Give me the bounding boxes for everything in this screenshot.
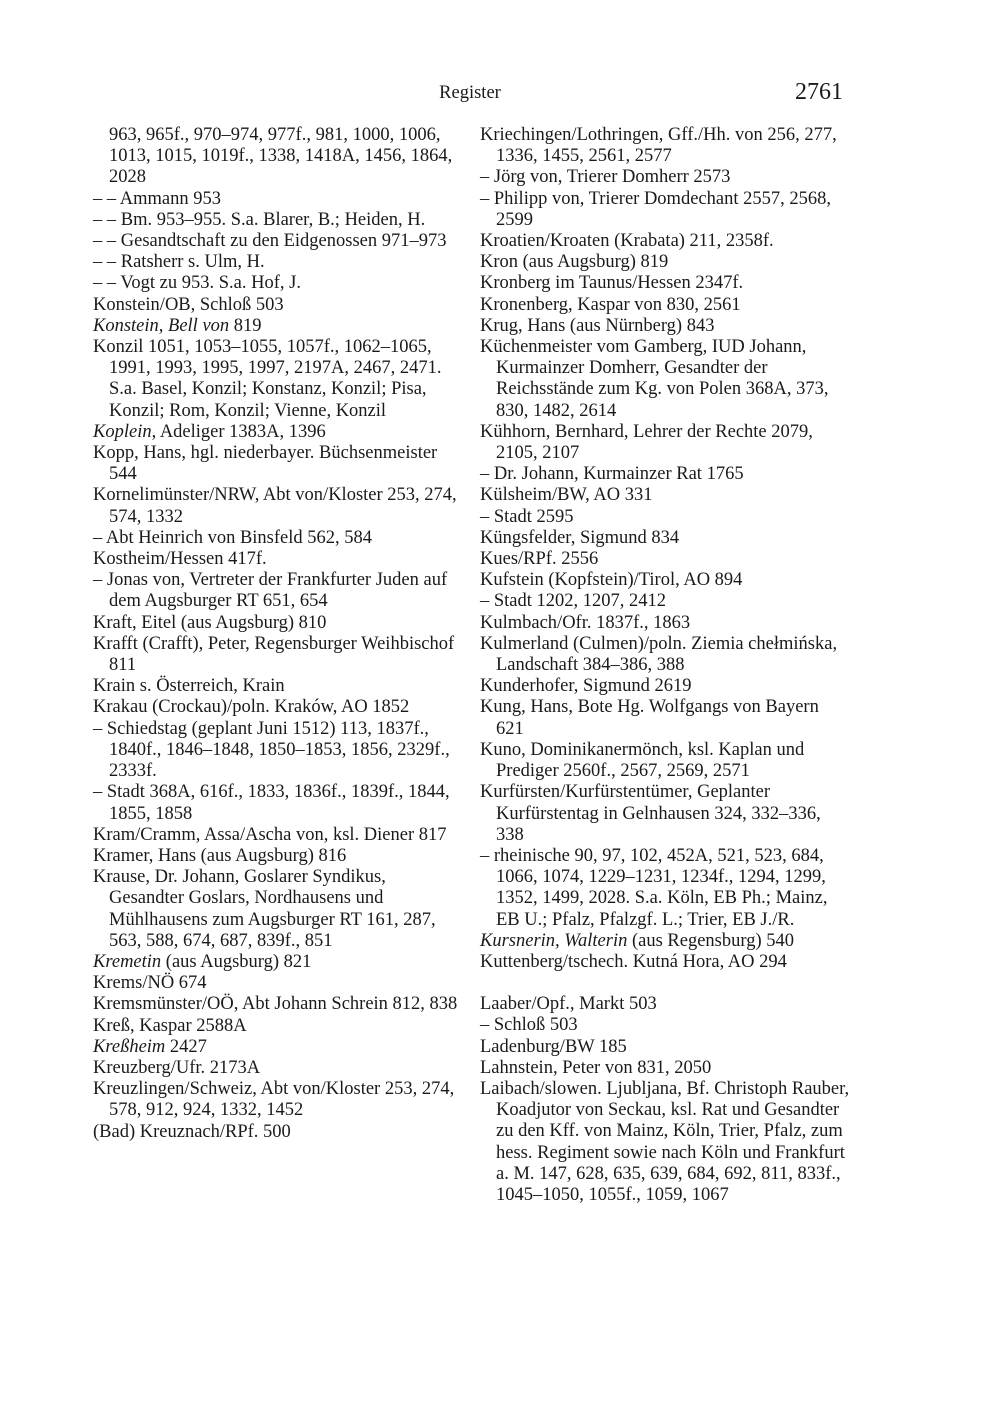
index-entry: [480, 931, 850, 952]
index-entry-italic-name: Kreßheim: [93, 1036, 166, 1057]
index-entry: [93, 210, 465, 231]
index-entry: [93, 676, 465, 697]
index-entry: [480, 1058, 850, 1079]
index-entry-text: – Jonas von, Vertreter der Frankfurter Juden auf dem Augsburger RT 651, 654: [93, 570, 448, 612]
index-entry: [480, 613, 850, 634]
index-entry: [93, 443, 465, 485]
index-entry-text: Kroatien/Kroaten (Krabata) 211, 2358f.: [480, 231, 774, 252]
page-number: 2761: [795, 79, 843, 105]
index-entry-text: Krems/NÖ 674: [93, 973, 207, 994]
index-entry: [93, 634, 465, 676]
index-entry: [480, 507, 850, 528]
index-entry: [93, 125, 465, 189]
index-entry-text: Küngsfelder, Sigmund 834: [480, 527, 680, 548]
index-entry: [480, 252, 850, 273]
index-entry: [93, 549, 465, 570]
index-entry-text: Ladenburg/BW 185: [480, 1036, 627, 1057]
index-entry: [480, 231, 850, 252]
index-entry: [93, 613, 465, 634]
index-entry-text: , Adeliger 1383A, 1396: [151, 421, 326, 442]
index-entry-text: 819: [229, 315, 262, 336]
index-entry-text: Kuno, Dominikanermönch, ksl. Kaplan und Prediger 2560f., 2567, 2569, 2571: [480, 739, 805, 782]
index-entry: [480, 125, 850, 167]
index-column-left: [93, 125, 465, 1143]
index-entry-text: Kühhorn, Bernhard, Lehrer der Rechte 2079, 2105, 2107: [480, 421, 813, 464]
index-entry: [93, 337, 465, 422]
running-header-title: Register: [439, 83, 501, 103]
index-entry-text: Konzil 1051, 1053–1055, 1057f., 1062–1065, 1991, 1993, 1995, 1997, 2197A, 2467, 2471. S.a. Basel, Konzil; Konstanz, Konzil; Pisa, Konzil; Rom, Konzil; Vienne, Konzil: [93, 337, 442, 421]
index-entry-text: Kramer, Hans (aus Augsburg) 816: [93, 845, 347, 866]
index-entry-text: Konstein/OB, Schloß 503: [93, 294, 284, 315]
index-entry-text: Krause, Dr. Johann, Goslarer Syndikus, Gesandter Goslars, Nordhausens und Mühlhausens zum Augsburger RT 161, 287, 563, 588, 674, 687, 839f., 851: [93, 867, 436, 951]
index-entry-text: Kung, Hans, Bote Hg. Wolfgangs von Bayern 621: [480, 697, 819, 739]
index-entry: [480, 1015, 850, 1036]
index-entry-text: Kron (aus Augsburg) 819: [480, 252, 669, 273]
index-entry-text: Külsheim/BW, AO 331: [480, 485, 653, 506]
index-entry-text: Kunderhofer, Sigmund 2619: [480, 676, 692, 697]
index-entry-text: (Bad) Kreuznach/RPf. 500: [93, 1121, 291, 1142]
index-entry-text: Kuttenberg/tschech. Kutná Hora, AO 294: [480, 951, 787, 972]
index-entry-text: – Schloß 503: [480, 1015, 578, 1036]
index-entry: [480, 295, 850, 316]
index-entry: [480, 570, 850, 591]
index-entry-text: Küchenmeister vom Gamberg, IUD Johann, Kurmainzer Domherr, Gesandter der Reichsstände zum Kg. von Polen 368A, 373, 830, 1482, 2614: [480, 337, 829, 421]
index-entry: [93, 825, 465, 846]
index-entry-text: Kufstein (Kopfstein)/Tirol, AO 894: [480, 570, 743, 591]
index-entry: [480, 952, 850, 973]
index-entry: [93, 231, 465, 252]
index-entry-text: Kreuzberg/Ufr. 2173A: [93, 1057, 261, 1078]
index-entry-text: Krain s. Österreich, Krain: [93, 676, 285, 697]
index-entry-text: Kreß, Kaspar 2588A: [93, 1015, 247, 1036]
index-entry: [93, 782, 465, 824]
index-entry: [93, 867, 465, 952]
index-entry: [93, 973, 465, 994]
index-entry: [480, 167, 850, 188]
index-entry: [480, 1037, 850, 1058]
index-entry: [480, 782, 850, 846]
index-entry-text: – – Gesandtschaft zu den Eidgenossen 971–973: [93, 231, 447, 252]
index-entry: [480, 591, 850, 612]
index-entry: [93, 1016, 465, 1037]
index-entry: [480, 422, 850, 464]
index-entry-text: Kurfürsten/Kurfürstentümer, Geplanter Kurfürstentag in Gelnhausen 324, 332–336, 338: [480, 782, 821, 845]
index-entry: [480, 273, 850, 294]
index-entry: [480, 528, 850, 549]
index-entry: [93, 316, 465, 337]
index-entry: [93, 422, 465, 443]
index-entry-italic-name: Koplein: [93, 421, 152, 442]
index-entry-text: (aus Regensburg) 540: [627, 930, 794, 951]
index-entry-italic-name: Kursnerin, Walterin: [480, 930, 628, 951]
index-entry: [480, 337, 850, 422]
index-entry-text: Krakau (Crockau)/poln. Kraków, AO 1852: [93, 697, 410, 718]
index-entry-text: Kremsmünster/OÖ, Abt Johann Schrein 812, 838: [93, 994, 458, 1015]
index-entry-text: Kopp, Hans, hgl. niederbayer. Büchsenmeister 544: [93, 443, 438, 485]
index-entry-text: – Dr. Johann, Kurmainzer Rat 1765: [480, 464, 744, 485]
index-entry-text: Lahnstein, Peter von 831, 2050: [480, 1057, 712, 1078]
index-entry: [93, 719, 465, 783]
index-entry: [480, 697, 850, 739]
index-entry-text: Krafft (Crafft), Peter, Regensburger Weihbischof 811: [93, 633, 455, 676]
index-entry-text: – Jörg von, Trierer Domherr 2573: [480, 167, 731, 188]
index-entry-text: – – Ratsherr s. Ulm, H.: [93, 252, 265, 273]
index-entry-text: Kram/Cramm, Assa/Ascha von, ksl. Diener 817: [93, 824, 447, 845]
index-entry-text: (aus Augsburg) 821: [161, 951, 312, 972]
index-entry-text: – Philipp von, Trierer Domdechant 2557, 2568, 2599: [480, 188, 831, 230]
index-entry: [93, 697, 465, 718]
index-entry: [93, 295, 465, 316]
index-entry: [93, 252, 465, 273]
index-entry-text: Kulmbach/Ofr. 1837f., 1863: [480, 612, 691, 633]
index-entry: [93, 273, 465, 294]
index-entry-text: Krug, Hans (aus Nürnberg) 843: [480, 315, 715, 336]
index-entry: [480, 316, 850, 337]
index-entry: [480, 740, 850, 782]
index-entry-text: Kulmerland (Culmen)/poln. Ziemia chełmińska, Landschaft 384–386, 388: [480, 633, 838, 676]
index-entry: [93, 1058, 465, 1079]
index-entry-text: 2427: [165, 1036, 207, 1057]
index-entry-text: – – Bm. 953–955. S.a. Blarer, B.; Heiden, H.: [93, 209, 426, 230]
index-entry: [93, 1037, 465, 1058]
index-entry-text: Kues/RPf. 2556: [480, 549, 599, 570]
index-entry-text: – – Ammann 953: [93, 188, 221, 209]
index-column-right: [480, 125, 850, 1206]
index-entry: [93, 1079, 465, 1121]
index-entry-text: – Abt Heinrich von Binsfeld 562, 584: [93, 527, 373, 548]
index-entry-text: Laibach/slowen. Ljubljana, Bf. Christoph Rauber, Koadjutor von Seckau, ksl. Rat und Gesandter zu den Kff. von Mainz, Köln, Trier, Pfalz, zum hess. Regiment sowie nach Köln und Frankfurt a. M. 147, 628, 635, 639, 684, 692, 811, 833f., 1045–1050, 1055f., 1059, 1067: [480, 1078, 850, 1205]
index-entry: [93, 528, 465, 549]
index-entry: [480, 189, 850, 231]
index-entry: [480, 1079, 850, 1206]
index-entry-text: – Stadt 2595: [480, 506, 574, 527]
index-entry: [93, 570, 465, 612]
index-entry-text: Kornelimünster/NRW, Abt von/Kloster 253, 274, 574, 1332: [93, 485, 457, 527]
index-entry-text: Kraft, Eitel (aus Augsburg) 810: [93, 612, 327, 633]
index-entry-text: – Schiedstag (geplant Juni 1512) 113, 1837f., 1840f., 1846–1848, 1850–1853, 1856, 2329f., 2333f.: [93, 718, 450, 782]
index-entry: [93, 994, 465, 1015]
index-entry: [93, 846, 465, 867]
index-entry-text: Kronberg im Taunus/Hessen 2347f.: [480, 273, 744, 294]
index-entry: [480, 549, 850, 570]
index-entry: [480, 676, 850, 697]
index-entry: [480, 846, 850, 931]
index-entry-text: – – Vogt zu 953. S.a. Hof, J.: [93, 273, 301, 294]
index-entry: [93, 485, 465, 527]
index-entry-text: – rheinische 90, 97, 102, 452A, 521, 523, 684, 1066, 1074, 1229–1231, 1234f., 1294, 1299, 1352, 1499, 2028. S.a. Köln, EB Ph.; Mainz, EB U.; Pfalz, Pfalzgf. L.; Trier, EB J./R.: [480, 845, 828, 930]
index-entry-italic-name: Konstein, Bell von: [93, 315, 230, 336]
index-entry-text: Kostheim/Hessen 417f.: [93, 549, 267, 570]
index-entry-text: Laaber/Opf., Markt 503: [480, 994, 657, 1015]
index-entry: [480, 485, 850, 506]
index-entry-text: 963, 965f., 970–974, 977f., 981, 1000, 1006, 1013, 1015, 1019f., 1338, 1418A, 1456, 1864, 2028: [109, 125, 453, 188]
index-entry-text: Kronenberg, Kaspar von 830, 2561: [480, 294, 741, 315]
index-entry: [480, 994, 850, 1015]
index-entry-italic-name: Kremetin: [93, 951, 162, 972]
index-entry: [480, 464, 850, 485]
index-entry: [93, 189, 465, 210]
index-entry-text: – Stadt 1202, 1207, 2412: [480, 591, 667, 612]
index-entry-text: – Stadt 368A, 616f., 1833, 1836f., 1839f., 1844, 1855, 1858: [93, 782, 450, 824]
index-entry-text: Kriechingen/Lothringen, Gff./Hh. von 256, 277, 1336, 1455, 2561, 2577: [480, 125, 837, 167]
index-entry: [480, 634, 850, 676]
index-entry-text: Kreuzlingen/Schweiz, Abt von/Kloster 253, 274, 578, 912, 924, 1332, 1452: [93, 1079, 455, 1121]
index-entry: [93, 1122, 465, 1143]
index-entry: [93, 952, 465, 973]
